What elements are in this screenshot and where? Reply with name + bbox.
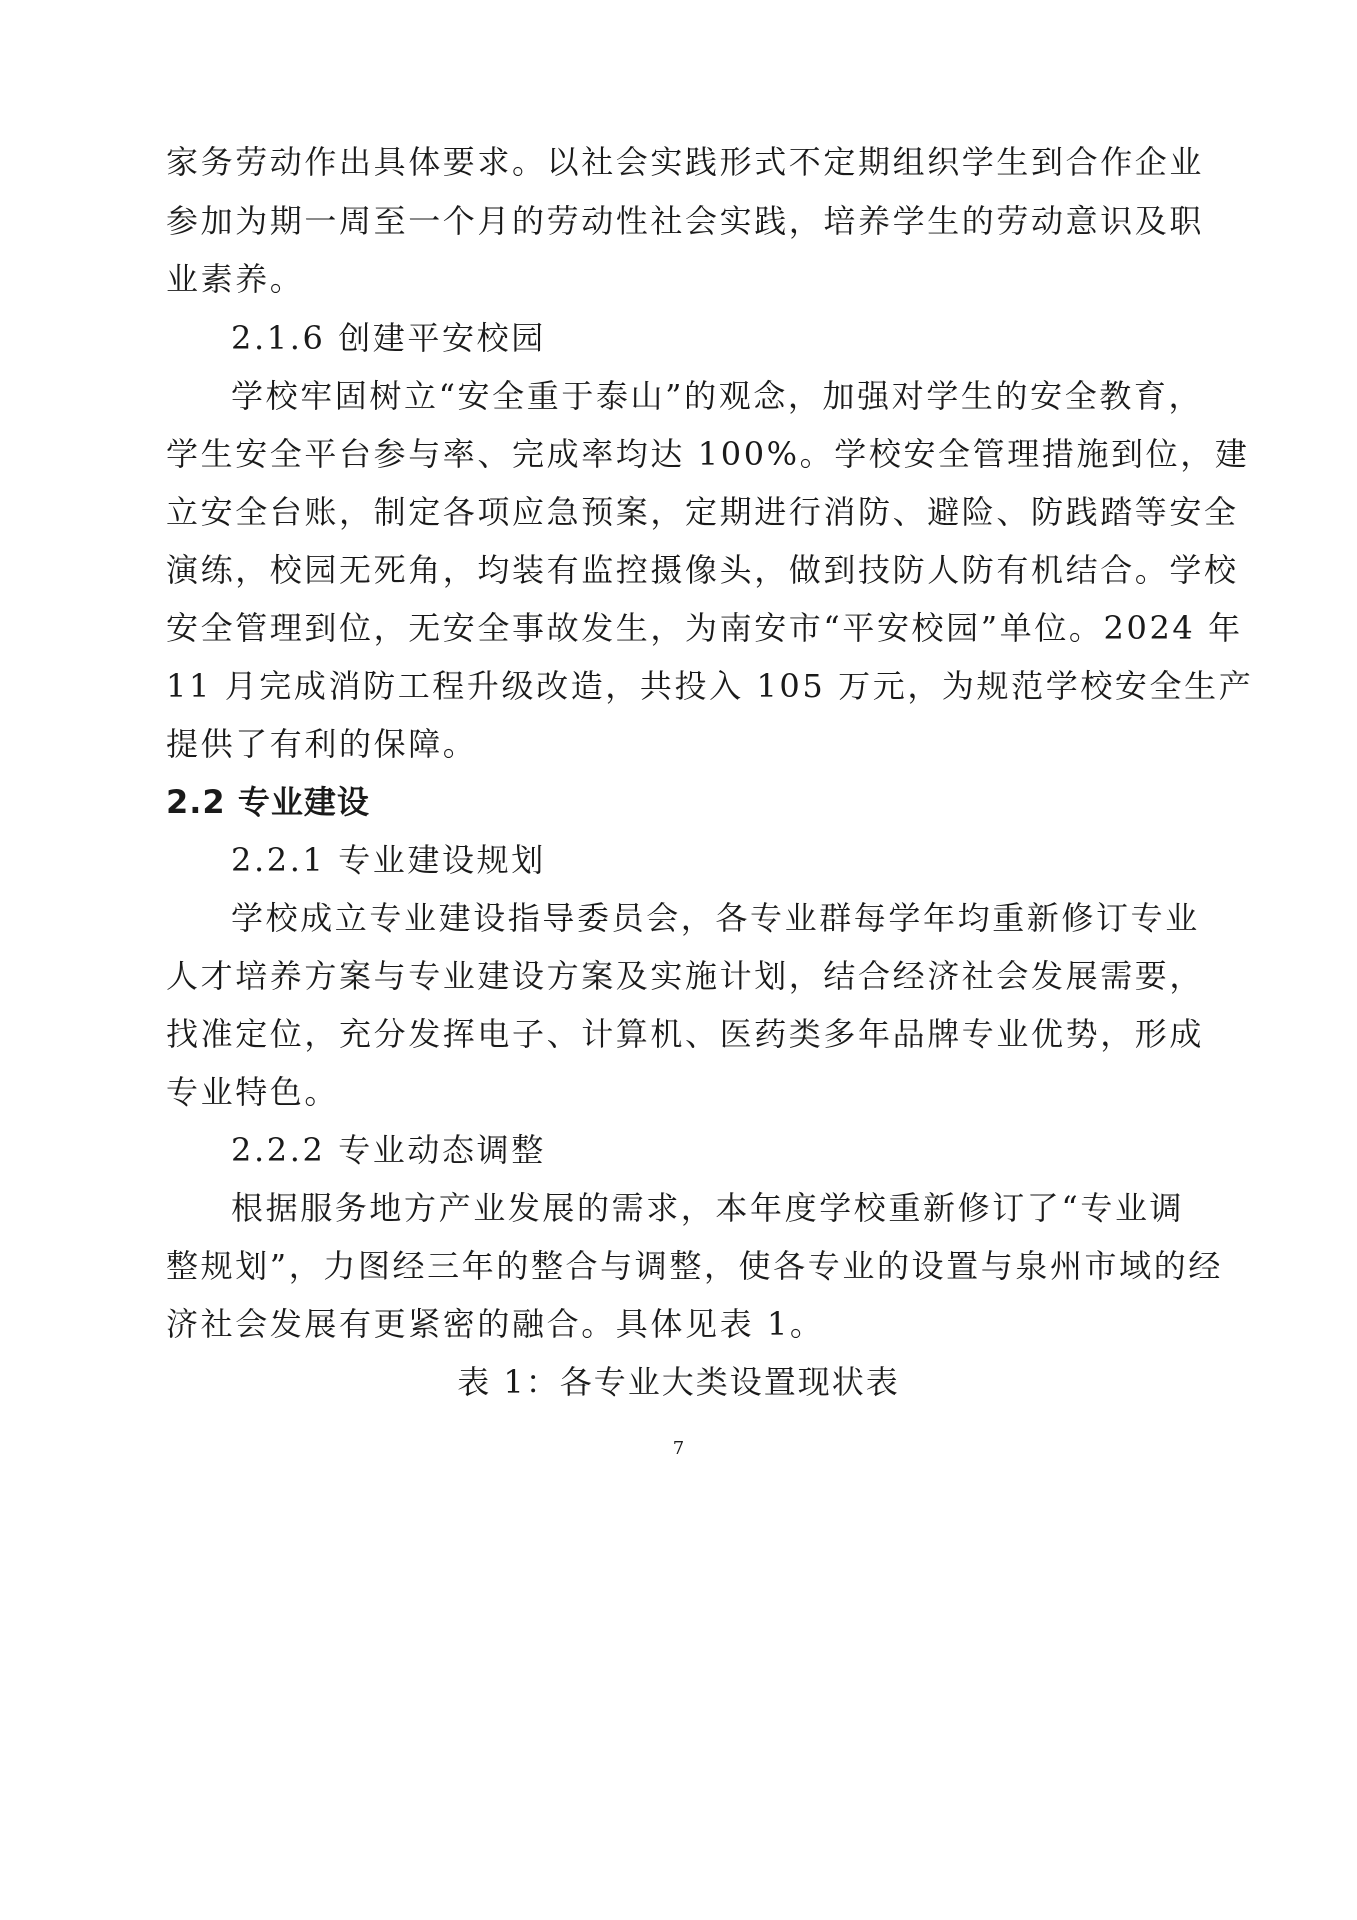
paragraph-line: 根据服务地方产业发展的需求，本年度学校重新修订了“专业调 xyxy=(231,1189,1185,1227)
paragraph-line: 提供了有利的保障。 xyxy=(166,725,478,763)
paragraph-line: 整规划”，力图经三年的整合与调整，使各专业的设置与泉州市域的经 xyxy=(166,1247,1223,1285)
subsection-heading-2-1-6: 2.1.6 创建平安校园 xyxy=(231,319,546,357)
paragraph-line: 找准定位，充分发挥电子、计算机、医药类多年品牌专业优势，形成 xyxy=(166,1015,1205,1053)
paragraph-line: 学校成立专业建设指导委员会，各专业群每学年均重新修订专业 xyxy=(231,899,1200,937)
paragraph-line: 11 月完成消防工程升级改造，共投入 105 万元，为规范学校安全生产 xyxy=(166,667,1254,705)
paragraph-line: 参加为期一周至一个月的劳动性社会实践，培养学生的劳动意识及职 xyxy=(166,202,1205,240)
table-caption: 表 1：各专业大类设置现状表 xyxy=(457,1363,900,1401)
paragraph-line: 安全管理到位，无安全事故发生，为南安市“平安校园”单位。2024 年 xyxy=(166,609,1243,647)
subsection-heading-2-2-2: 2.2.2 专业动态调整 xyxy=(231,1131,546,1169)
paragraph-line: 人才培养方案与专业建设方案及实施计划，结合经济社会发展需要， xyxy=(166,957,1205,995)
paragraph-line: 学校牢固树立“安全重于泰山”的观念，加强对学生的安全教育， xyxy=(231,377,1204,415)
section-heading-2-2: 2.2 专业建设 xyxy=(166,783,370,821)
subsection-heading-2-2-1: 2.2.1 专业建设规划 xyxy=(231,841,546,879)
paragraph-line: 演练，校园无死角，均装有监控摄像头，做到技防人防有机结合。学校 xyxy=(166,551,1239,589)
paragraph-line: 济社会发展有更紧密的融合。具体见表 1。 xyxy=(166,1305,825,1343)
paragraph-line: 学生安全平台参与率、完成率均达 100%。学校安全管理措施到位，建 xyxy=(166,435,1250,473)
paragraph-line: 专业特色。 xyxy=(166,1073,340,1111)
paragraph-line: 立安全台账，制定各项应急预案，定期进行消防、避险、防践踏等安全 xyxy=(166,493,1239,531)
paragraph-line: 家务劳动作出具体要求。以社会实践形式不定期组织学生到合作企业 xyxy=(166,143,1205,181)
paragraph-line: 业素养。 xyxy=(166,260,305,298)
page-number: 7 xyxy=(672,1438,685,1459)
